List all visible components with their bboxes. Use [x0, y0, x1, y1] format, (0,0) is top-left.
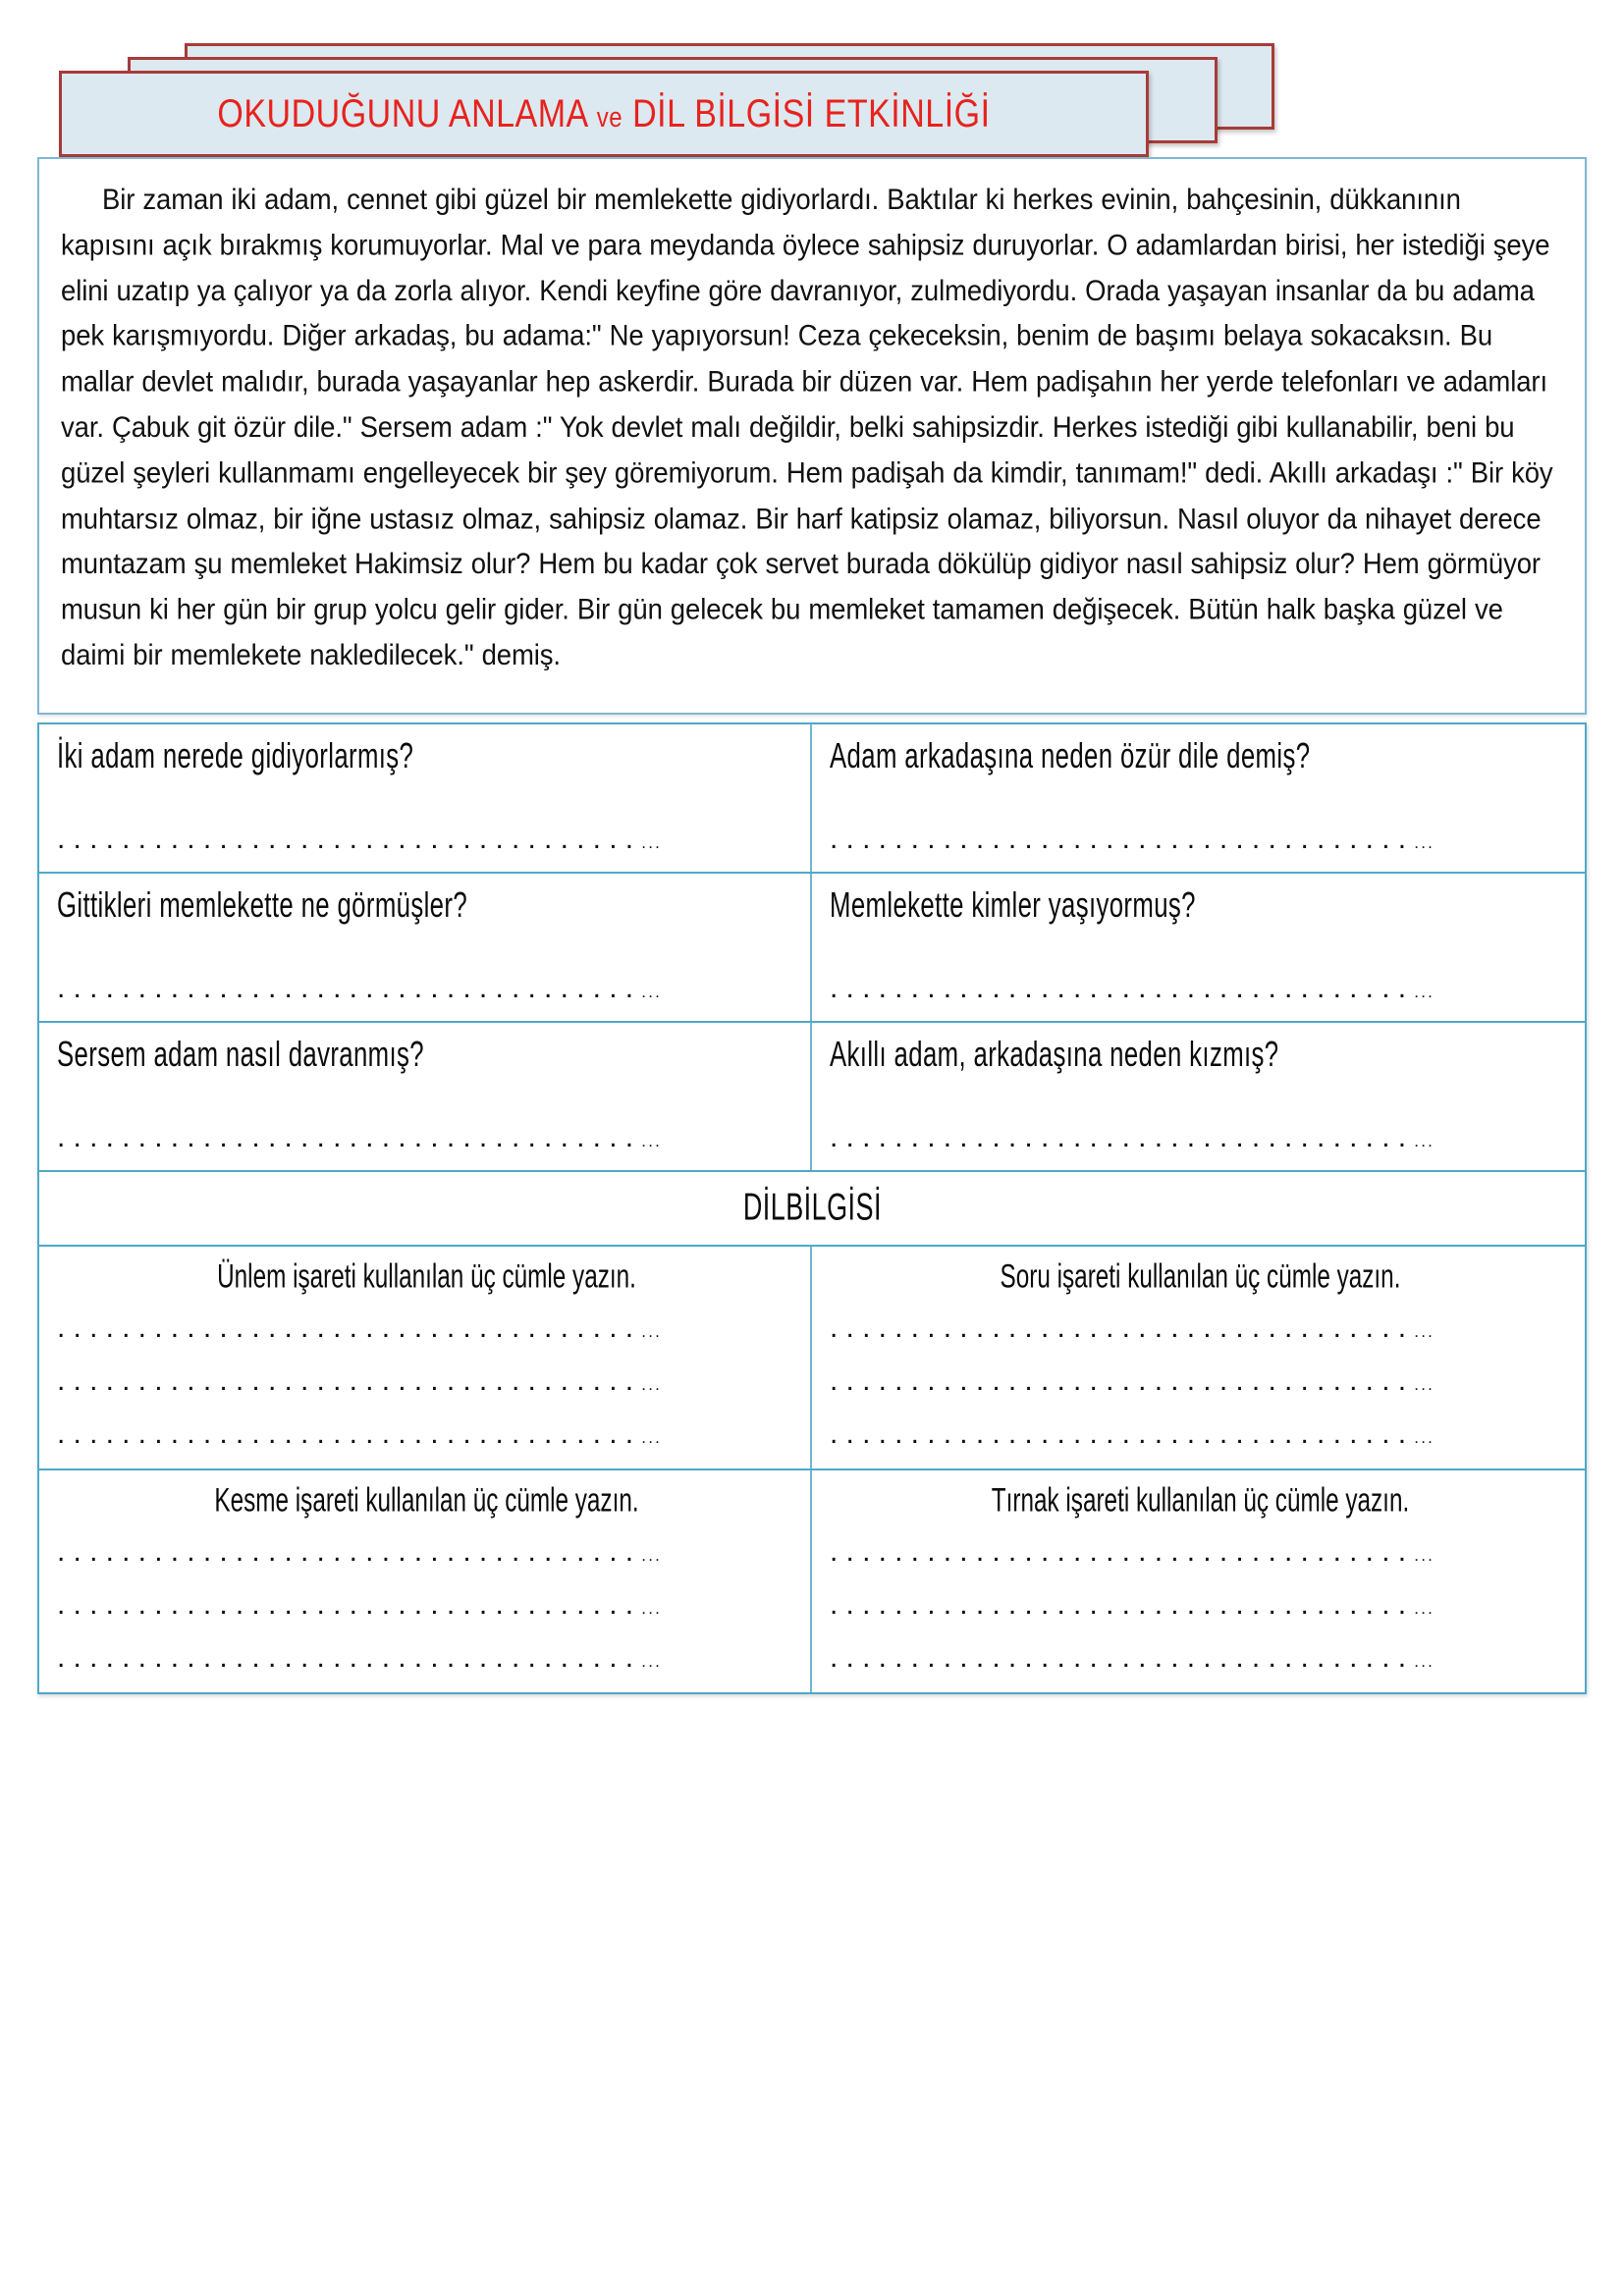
table-row	[39, 874, 1585, 1023]
grammar-line[interactable]	[57, 1590, 796, 1622]
grammar-prompt: Ünlem işareti kullanılan üç cümle yazın.	[217, 1256, 636, 1296]
answer-dotted-line[interactable]: .......................................	[830, 1313, 1435, 1344]
answer-dotted-line[interactable]: .......................................	[830, 825, 1435, 855]
answer-dotted-line[interactable]: .......................................	[830, 1643, 1435, 1674]
answer-dotted-line[interactable]: .......................................	[57, 825, 663, 855]
grammar-prompt: Kesme işareti kullanılan üç cümle yazın.	[214, 1480, 639, 1520]
page-title-connector: ve	[596, 101, 623, 133]
grammar-section-header	[39, 1172, 1585, 1247]
grammar-line[interactable]	[830, 1313, 1571, 1345]
activity-table	[37, 722, 1587, 1694]
answer-dotted-line[interactable]: .......................................	[57, 1419, 663, 1450]
answer-dotted-line[interactable]: .......................................	[830, 1419, 1435, 1450]
grammar-line[interactable]	[830, 1590, 1571, 1622]
reading-passage-box	[37, 157, 1587, 715]
page-title-part-1: OKUDUĞUNU ANLAMA	[217, 90, 587, 135]
question-cell	[39, 724, 812, 872]
grammar-line[interactable]	[57, 1419, 796, 1451]
question-text: İki adam nerede gidiyorlarmış?	[57, 735, 414, 775]
answer-dotted-line[interactable]: .......................................	[830, 1366, 1435, 1397]
grammar-line[interactable]	[830, 1537, 1571, 1569]
grammar-line[interactable]	[830, 1366, 1571, 1398]
table-row	[39, 1470, 1585, 1692]
question-cell	[812, 874, 1585, 1021]
table-row	[39, 724, 1585, 874]
grammar-line[interactable]	[57, 1366, 796, 1398]
question-text: Gittikleri memlekette ne görmüşler?	[57, 884, 468, 925]
question-cell	[39, 874, 812, 1021]
grammar-line[interactable]	[830, 1419, 1571, 1451]
grammar-line[interactable]	[57, 1643, 796, 1675]
page-title-part-2: DİL BİLGİSİ ETKİNLİĞİ	[632, 90, 991, 135]
answer-dotted-line[interactable]: .......................................	[57, 1313, 663, 1344]
reading-passage-text: Bir zaman iki adam, cennet gibi güzel bir memlekette gidiyorlardı. Baktılar ki herkes evinin, bahçesinin, dükkanının kapısını açık bırakmış korumuyorlar. Mal ve para meydanda öylece sahipsiz duruyorlar. O adamlardan birisi, her istediği şeye elini uzatıp ya çalıyor ya da zorla alıyor. Kendi keyfine göre davranıyor, zulmediyordu. Orada yaşayan insanlar da bu adama pek karışmıyordu. Diğer arkadaş, bu adama:" Ne yapıyorsun! Ceza çekeceksin, benim de başımı belaya sokacaksın. Bu mallar devlet malıdır, burada yaşayanlar hep askerdir. Burada bir düzen var. Hem padişahın her yerde telefonları ve adamları var. Çabuk git özür dile." Sersem adam :" Yok devlet malı değildir, belki sahipsizdir. Herkes istediği gibi kullanabilir, beni bu güzel şeyleri kullanmamı engelleyecek bir şey göremiyorum. Hem padişah da kimdir, tanımam!" dedi. Akıllı arkadaşı :" Bir köy muhtarsız olmaz, bir iğne ustasız olmaz, sahipsiz olamaz. Bir harf katipsiz olamaz, biliyorsun. Nasıl oluyor da nihayet derece muntazam şu memleket Hakimsiz olur? Hem bu kadar çok servet burada dökülüp gidiyor nasıl sahipsiz olur? Hem görmüyor musun ki her gün bir grup yolcu gelir gider. Bir gün gelecek bu memleket tamamen değişecek. Bütün halk başka güzel ve daimi bir memlekete nakledilecek." demiş.	[61, 183, 1553, 671]
answer-area[interactable]	[830, 825, 1571, 856]
grammar-line[interactable]	[57, 1313, 796, 1345]
answer-area[interactable]	[57, 825, 796, 856]
table-row	[39, 1023, 1585, 1172]
grammar-prompt: Soru işareti kullanılan üç cümle yazın.	[1000, 1256, 1401, 1296]
table-row	[39, 1247, 1585, 1470]
grammar-cell	[812, 1247, 1585, 1468]
answer-dotted-line[interactable]: .......................................	[830, 1123, 1435, 1153]
grammar-cell	[39, 1470, 812, 1692]
answer-dotted-line[interactable]: .......................................	[830, 1590, 1435, 1621]
question-cell	[812, 724, 1585, 872]
answer-area[interactable]	[57, 974, 796, 1005]
question-text: Adam arkadaşına neden özür dile demiş?	[830, 735, 1311, 775]
grammar-section-title: DİLBİLGİSİ	[742, 1186, 882, 1229]
answer-area[interactable]	[830, 974, 1571, 1005]
answer-area[interactable]	[57, 1123, 796, 1154]
question-text: Sersem adam nasıl davranmış?	[57, 1034, 424, 1074]
answer-dotted-line[interactable]: .......................................	[57, 1123, 663, 1153]
grammar-prompt: Tırnak işareti kullanılan üç cümle yazın.	[991, 1480, 1410, 1520]
page-title	[217, 91, 990, 136]
question-cell	[39, 1023, 812, 1170]
question-text: Akıllı adam, arkadaşına neden kızmış?	[830, 1034, 1279, 1074]
answer-dotted-line[interactable]: .......................................	[57, 1537, 663, 1568]
answer-dotted-line[interactable]: .......................................	[57, 1643, 663, 1674]
answer-area[interactable]	[830, 1123, 1571, 1154]
answer-dotted-line[interactable]: .......................................	[830, 974, 1435, 1004]
answer-dotted-line[interactable]: .......................................	[57, 974, 663, 1004]
grammar-cell	[812, 1470, 1585, 1692]
grammar-cell	[39, 1247, 812, 1468]
header-card-stack	[59, 43, 1532, 161]
grammar-line[interactable]	[57, 1537, 796, 1569]
grammar-line[interactable]	[830, 1643, 1571, 1675]
answer-dotted-line[interactable]: .......................................	[57, 1590, 663, 1621]
answer-dotted-line[interactable]: .......................................	[830, 1537, 1435, 1568]
answer-dotted-line[interactable]: .......................................	[57, 1366, 663, 1397]
question-cell	[812, 1023, 1585, 1170]
question-text: Memlekette kimler yaşıyormuş?	[830, 884, 1196, 925]
header-card-front	[59, 71, 1149, 157]
